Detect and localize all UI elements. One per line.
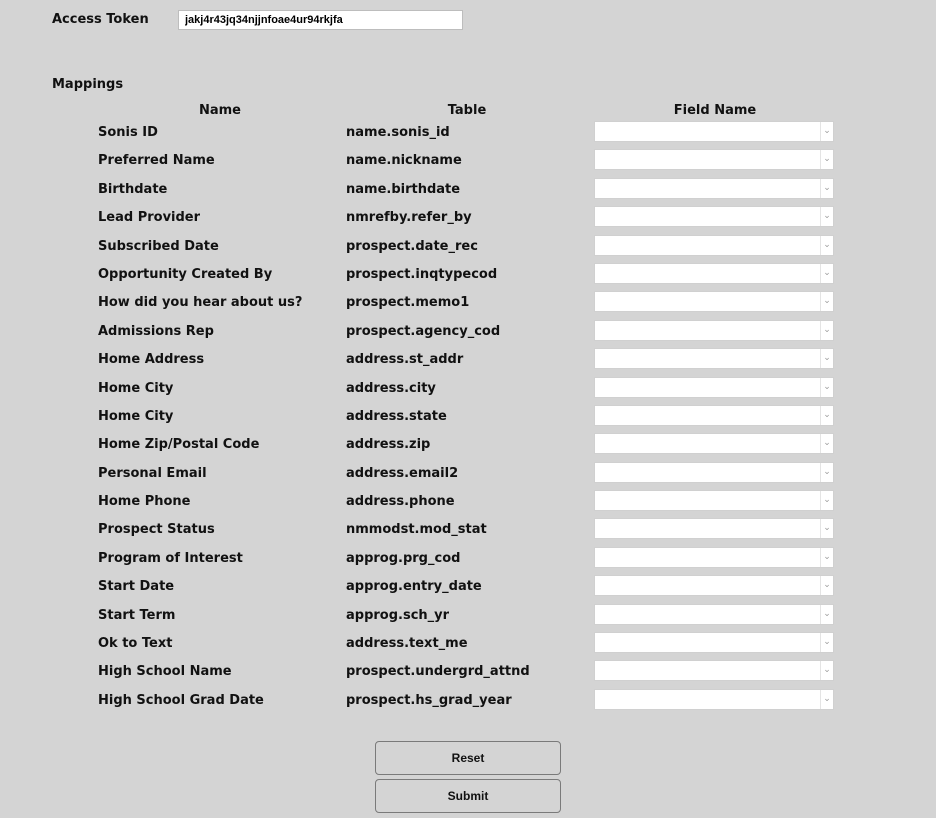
mapping-table-field: address.zip bbox=[346, 437, 431, 453]
field-name-select[interactable] bbox=[594, 121, 834, 142]
mapping-table-field: prospect.inqtypecod bbox=[346, 266, 498, 282]
mapping-name: Lead Provider bbox=[98, 210, 201, 226]
chevron-down-icon[interactable]: ⌄ bbox=[820, 661, 833, 680]
mapping-table-field: nmrefby.refer_by bbox=[346, 210, 472, 226]
field-name-select[interactable] bbox=[594, 377, 834, 398]
mapping-row bbox=[0, 118, 936, 146]
chevron-down-icon[interactable]: ⌄ bbox=[820, 321, 833, 340]
mapping-name: Admissions Rep bbox=[98, 323, 214, 339]
field-name-select[interactable] bbox=[594, 575, 834, 596]
mapping-name: How did you hear about us? bbox=[98, 295, 303, 311]
chevron-down-icon[interactable]: ⌄ bbox=[820, 264, 833, 283]
mapping-table-field: approg.entry_date bbox=[346, 579, 482, 595]
mapping-name: Home Address bbox=[98, 352, 205, 368]
mapping-table-field: name.birthdate bbox=[346, 181, 461, 197]
mapping-row bbox=[0, 345, 936, 373]
mapping-row bbox=[0, 317, 936, 345]
mapping-table-field: address.text_me bbox=[346, 636, 468, 652]
mapping-row bbox=[0, 430, 936, 458]
mapping-table-field: approg.sch_yr bbox=[346, 607, 450, 623]
chevron-down-icon[interactable]: ⌄ bbox=[820, 519, 833, 538]
field-name-select[interactable] bbox=[594, 462, 834, 483]
column-header-field-name: Field Name bbox=[673, 103, 757, 118]
field-name-select[interactable] bbox=[594, 547, 834, 568]
chevron-down-icon[interactable]: ⌄ bbox=[820, 605, 833, 624]
chevron-down-icon[interactable]: ⌄ bbox=[820, 349, 833, 368]
mapping-table-field: prospect.hs_grad_year bbox=[346, 692, 512, 708]
chevron-down-icon[interactable]: ⌄ bbox=[820, 491, 833, 510]
field-name-select[interactable] bbox=[594, 320, 834, 341]
mapping-table-field: nmmodst.mod_stat bbox=[346, 522, 487, 538]
chevron-down-icon[interactable]: ⌄ bbox=[820, 122, 833, 141]
mapping-row bbox=[0, 629, 936, 657]
mapping-table-field: address.email2 bbox=[346, 465, 459, 481]
mapping-row bbox=[0, 686, 936, 714]
submit-button[interactable]: Submit bbox=[375, 779, 561, 813]
mapping-name: Personal Email bbox=[98, 465, 207, 481]
mapping-name: Subscribed Date bbox=[98, 238, 219, 254]
chevron-down-icon[interactable]: ⌄ bbox=[820, 378, 833, 397]
field-name-select[interactable] bbox=[594, 433, 834, 454]
field-name-select[interactable] bbox=[594, 518, 834, 539]
mapping-name: Birthdate bbox=[98, 181, 168, 197]
mapping-name: Home Phone bbox=[98, 494, 191, 510]
chevron-down-icon[interactable]: ⌄ bbox=[820, 463, 833, 482]
mapping-row bbox=[0, 203, 936, 231]
mapping-name: Start Term bbox=[98, 607, 176, 623]
chevron-down-icon[interactable]: ⌄ bbox=[820, 179, 833, 198]
mapping-table-field: address.state bbox=[346, 408, 447, 424]
mapping-name: High School Grad Date bbox=[98, 692, 264, 708]
field-name-select[interactable] bbox=[594, 178, 834, 199]
mapping-table-field: address.st_addr bbox=[346, 352, 464, 368]
field-name-select[interactable] bbox=[594, 291, 834, 312]
field-name-select[interactable] bbox=[594, 348, 834, 369]
chevron-down-icon[interactable]: ⌄ bbox=[820, 292, 833, 311]
mapping-table-field: prospect.memo1 bbox=[346, 295, 470, 311]
mapping-row bbox=[0, 288, 936, 316]
mapping-row bbox=[0, 572, 936, 600]
column-header-table: Table bbox=[447, 103, 487, 118]
mapping-row bbox=[0, 601, 936, 629]
chevron-down-icon[interactable]: ⌄ bbox=[820, 236, 833, 255]
column-header-name: Name bbox=[198, 103, 241, 118]
mapping-name: Home Zip/Postal Code bbox=[98, 437, 260, 453]
field-name-select[interactable] bbox=[594, 263, 834, 284]
field-name-select[interactable] bbox=[594, 490, 834, 511]
chevron-down-icon[interactable]: ⌄ bbox=[820, 548, 833, 567]
chevron-down-icon[interactable]: ⌄ bbox=[820, 150, 833, 169]
mapping-name: Preferred Name bbox=[98, 153, 215, 169]
mapping-row bbox=[0, 657, 936, 685]
mapping-row bbox=[0, 487, 936, 515]
field-name-select[interactable] bbox=[594, 235, 834, 256]
field-name-select[interactable] bbox=[594, 405, 834, 426]
mapping-table-field: name.sonis_id bbox=[346, 125, 450, 140]
mapping-name: Home City bbox=[98, 380, 174, 396]
mapping-table-field: approg.prg_cod bbox=[346, 550, 461, 566]
mapping-row bbox=[0, 260, 936, 288]
chevron-down-icon[interactable]: ⌄ bbox=[820, 406, 833, 425]
mapping-name: Sonis ID bbox=[98, 125, 158, 140]
field-name-select[interactable] bbox=[594, 206, 834, 227]
chevron-down-icon[interactable]: ⌄ bbox=[820, 633, 833, 652]
field-name-select[interactable] bbox=[594, 689, 834, 710]
reset-button[interactable]: Reset bbox=[375, 741, 561, 775]
access-token-label: Access Token bbox=[52, 12, 149, 27]
mapping-row bbox=[0, 515, 936, 543]
chevron-down-icon[interactable]: ⌄ bbox=[820, 576, 833, 595]
chevron-down-icon[interactable]: ⌄ bbox=[820, 207, 833, 226]
mapping-name: Program of Interest bbox=[98, 550, 243, 566]
mapping-row bbox=[0, 146, 936, 174]
mapping-row bbox=[0, 175, 936, 203]
mapping-row bbox=[0, 374, 936, 402]
field-name-select[interactable] bbox=[594, 149, 834, 170]
mapping-table-field: address.phone bbox=[346, 494, 455, 510]
mapping-row bbox=[0, 232, 936, 260]
field-name-select[interactable] bbox=[594, 660, 834, 681]
mapping-name: Home City bbox=[98, 408, 174, 424]
chevron-down-icon[interactable]: ⌄ bbox=[820, 434, 833, 453]
field-name-select[interactable] bbox=[594, 632, 834, 653]
mapping-table-field: name.nickname bbox=[346, 153, 462, 169]
chevron-down-icon[interactable]: ⌄ bbox=[820, 690, 833, 709]
mappings-table bbox=[0, 118, 936, 714]
mapping-name: Ok to Text bbox=[98, 636, 173, 652]
mapping-table-field: prospect.agency_cod bbox=[346, 323, 501, 339]
access-token-input[interactable] bbox=[178, 10, 463, 30]
mapping-table-field: prospect.undergrd_attnd bbox=[346, 664, 530, 680]
mapping-row bbox=[0, 544, 936, 572]
mapping-name: Prospect Status bbox=[98, 522, 215, 538]
mapping-name: High School Name bbox=[98, 664, 232, 680]
mapping-table-field: address.city bbox=[346, 380, 436, 396]
mapping-table-field: prospect.date_rec bbox=[346, 238, 478, 254]
mapping-row bbox=[0, 459, 936, 487]
mapping-name: Opportunity Created By bbox=[98, 266, 273, 282]
mapping-name: Start Date bbox=[98, 579, 175, 595]
mapping-row bbox=[0, 402, 936, 430]
mappings-title: Mappings bbox=[52, 77, 124, 92]
field-name-select[interactable] bbox=[594, 604, 834, 625]
